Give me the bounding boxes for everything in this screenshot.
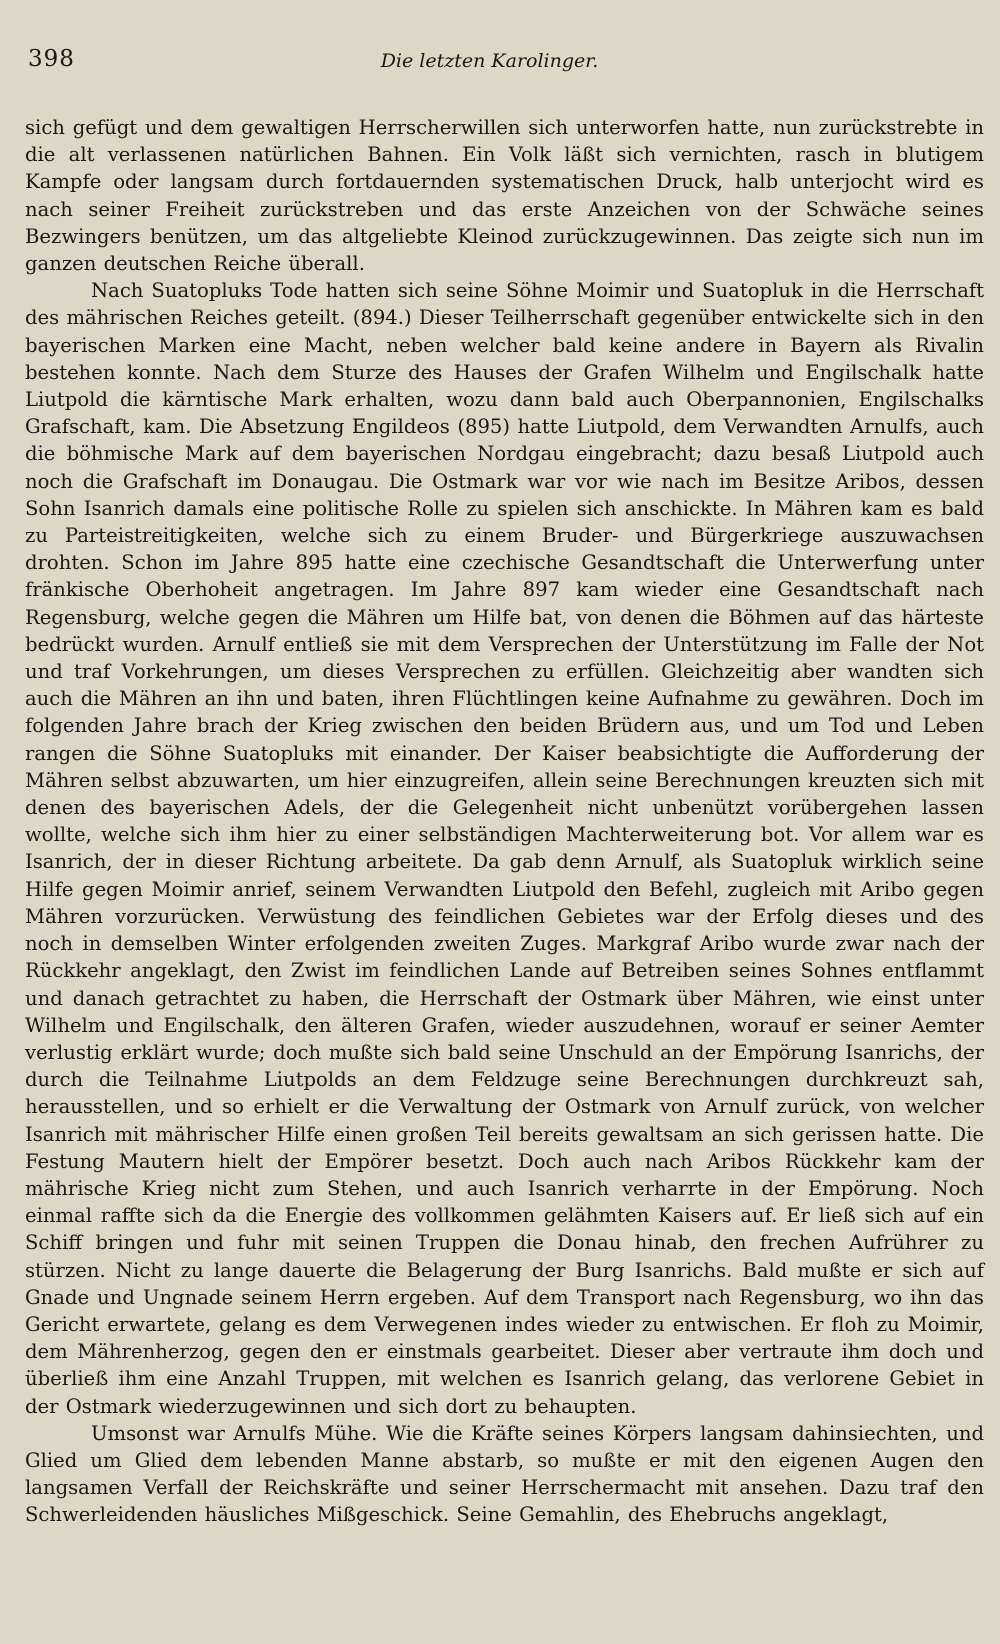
paragraph: Umsonst war Arnulfs Mühe. Wie die Kräfte seines Körpers langsam dahinsiechten, und Glied um Glied dem lebenden Manne abstarb, so mußte er mit den eigenen Augen den langsamen Verfall der Reichskräfte und seiner Herrschermacht mit ansehen. Dazu traf den Schwerleidenden häusliches Mißgeschick. Seine Gemahlin, des Ehebruchs angeklagt, <box>25 1421 984 1527</box>
text-body <box>25 114 984 1529</box>
running-head <box>25 46 984 80</box>
paragraph: Nach Suatopluks Tode hatten sich seine Söhne Moimir und Suatopluk in die Herrschaft des mährischen Reiches geteilt. (894.) Dieser Teilherrschaft gegenüber entwickelte sich in den bayerischen Marken eine Macht, neben welcher bald keine andere in Bayern als Rivalin bestehen konnte. Nach dem Sturze des Hauses der Grafen Wilhelm und Engilschalk hatte Liutpold die kärntische Mark erhalten, wozu dann bald auch Oberpannonien, Engilschalks Grafschaft, kam. Die Absetzung Engildeos (895) hatte Liutpold, dem Verwandten Arnulfs, auch die böhmische Mark auf dem bayerischen Nordgau eingebracht; dazu besaß Liutpold auch noch die Grafschaft im Donaugau. Die Ostmark war vor wie nach im Besitze Aribos, dessen Sohn Isanrich damals eine politische Rolle zu spielen sich anschickte. In Mähren kam es bald zu Parteistreitigkeiten, welche sich zu einem Bruder- und Bürgerkriege auszuwachsen drohten. Schon im Jahre 895 hatte eine czechische Gesandtschaft die Unterwerfung unter fränkische Oberhoheit angetragen. Im Jahre 897 kam wieder eine Gesandtschaft nach Regensburg, welche gegen die Mähren um Hilfe bat, von denen die Böhmen auf das härteste bedrückt wurden. Arnulf entließ sie mit dem Versprechen der Unterstützung im Falle der Not und traf Vorkehrungen, um dieses Versprechen zu erfüllen. Gleichzeitig aber wandten sich auch die Mähren an ihn und baten, ihren Flüchtlingen keine Aufnahme zu gewähren. Doch im folgenden Jahre brach der Krieg zwischen den beiden Brüdern aus, und um Tod und Leben rangen die Söhne Suatopluks mit einander. Der Kaiser beabsichtigte die Aufforderung der Mähren selbst abzuwarten, um hier einzugreifen, allein seine Berechnungen kreuzten sich mit denen des bayerischen Adels, der die Gelegenheit nicht unbenützt vorübergehen lassen wollte, welche sich ihm hier zu einer selbständigen Machterweiterung bot. Vor allem war es Isanrich, der in dieser Richtung arbeitete. Da gab denn Arnulf, als Suatopluk wirklich seine Hilfe gegen Moimir anrief, seinem Verwandten Liutpold den Befehl, zugleich mit Aribo gegen Mähren vorzurücken. Verwüstung des feindlichen Gebietes war der Erfolg dieses und des noch in demselben Winter erfolgenden zweiten Zuges. Markgraf Aribo wurde zwar nach der Rückkehr angeklagt, den Zwist im feindlichen Lande auf Betreiben seines Sohnes entflammt und danach getrachtet zu haben, die Herrschaft der Ostmark über Mähren, wie einst unter Wilhelm und Engilschalk, den älteren Grafen, wieder auszudehnen, worauf er seiner Aemter verlustig erklärt wurde; doch mußte sich bald seine Unschuld an der Empörung Isanrichs, der durch die Teilnahme Liutpolds an dem Feldzuge seine Berechnungen durchkreuzt sah, herausstellen, und so erhielt er die Verwaltung der Ostmark von Arnulf zurück, von welcher Isanrich mit mährischer Hilfe einen großen Teil bereits gewaltsam an sich gerissen hatte. Die Festung Mautern hielt der Empörer besetzt. Doch auch nach Aribos Rückkehr kam der mährische Krieg nicht zum Stehen, und auch Isanrich verharrte in der Empörung. Noch einmal raffte sich da die Energie des vollkommen gelähmten Kaisers auf. Er ließ sich auf ein Schiff bringen und fuhr mit seinen Truppen die Donau hinab, den frechen Aufrührer zu stürzen. Nicht zu lange dauerte die Belagerung der Burg Isanrichs. Bald mußte er sich auf Gnade und Ungnade seinem Herrn ergeben. Auf dem Transport nach Regensburg, wo ihn das Gericht erwartete, gelang es dem Verwegenen indes wieder zu entwischen. Er floh zu Moimir, dem Mährenherzog, gegen den er einstmals gearbeitet. Dieser aber vertraute ihm doch und überließ ihm eine Anzahl Truppen, mit welchen es Isanrich gelang, das verlorene Gebiet in der Ostmark wiederzugewinnen und sich dort zu behaupten. <box>25 279 984 1418</box>
paragraph: sich gefügt und dem gewaltigen Herrscherwillen sich unterworfen hatte, nun zurückstrebte in die alt verlassenen natürlichen Bahnen. Ein Volk läßt sich vernichten, rasch in blutigem Kampfe oder langsam durch fortdauernden systematischen Druck, halb unterjocht wird es nach seiner Freiheit zurückstreben und das erste Anzeichen von der Schwäche seines Bezwingers benützen, um das altgeliebte Kleinod zurückzugewinnen. Das zeigte sich nun im ganzen deutschen Reiche überall. <box>25 116 984 276</box>
running-title: Die letzten Karolinger. <box>380 50 599 72</box>
page-number: 398 <box>28 46 75 72</box>
